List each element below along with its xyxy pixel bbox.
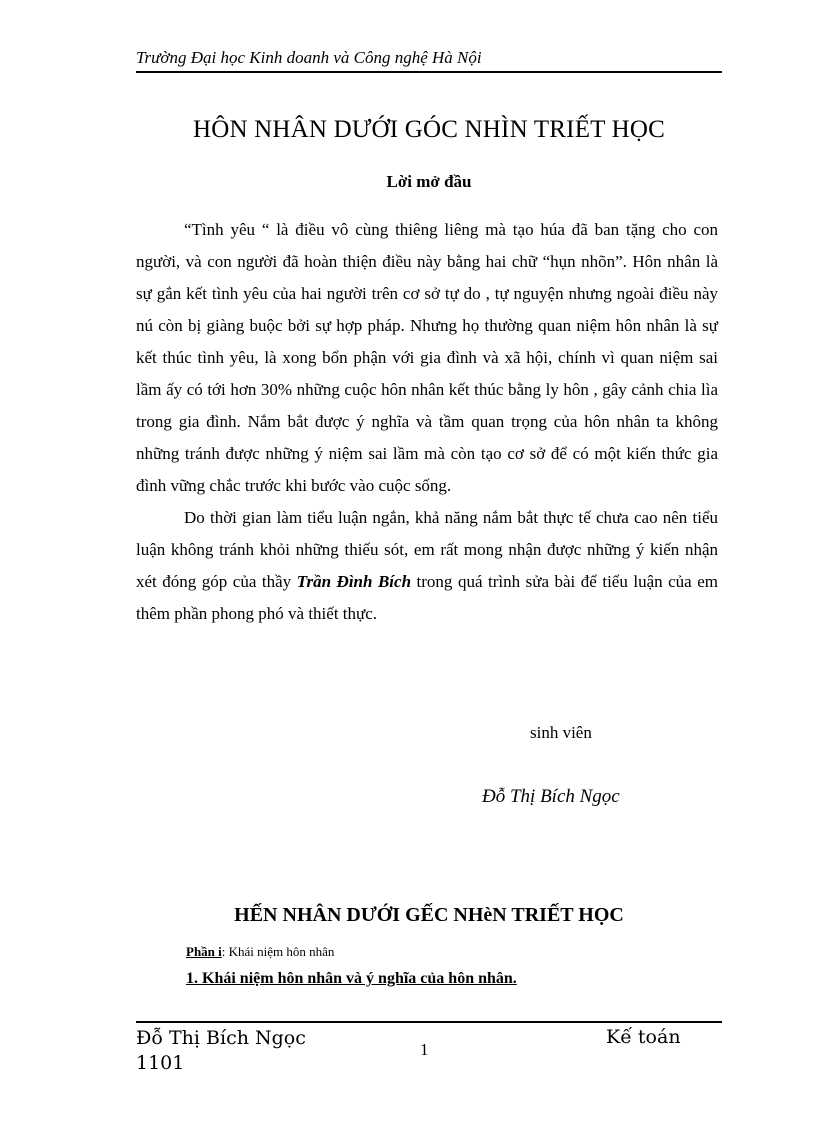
footer-author-block: [136, 1026, 306, 1076]
document-title: HÔN NHÂN DƯỚI GÓC NHÌN TRIẾT HỌC: [192, 116, 666, 143]
paragraph-thanks-start: Do thời gian làm tiểu luận ngắn, khả năng nắm bắt thực tế chưa cao nên tiểu luận không tránh khỏi những thiếu sót, em rất mong nhận được những ý kiến nhận xét đóng góp của thầy: [136, 508, 718, 591]
school-name: Trường Đại học Kinh doanh và Công nghệ Hà Nội: [136, 48, 482, 67]
footer-department: Kế toán: [606, 1026, 681, 1048]
part-text: : Khái niệm hôn nhân: [221, 944, 335, 959]
footer-code: 1101: [136, 1052, 185, 1074]
footer-divider: [136, 1021, 722, 1023]
part-heading: [186, 944, 334, 960]
page-number: 1: [420, 1040, 429, 1059]
teacher-name: Trần Đình Bích: [296, 572, 412, 591]
paragraph-thanks-end: trong quá trình sửa bài để tiểu luận của em thêm phần phong phó và thiết thực.: [136, 572, 718, 623]
signer-role: sinh viên: [530, 723, 592, 742]
section-title: HẾN NHÂN DƯỚI GẾC NHèN TRIẾT HỌC: [234, 904, 624, 926]
document-body: [136, 214, 718, 630]
paragraph-intro: “Tình yêu “ là điều vô cùng thiêng liêng mà tạo húa đã ban tặng cho con người, và con người đã hoàn thiện điều này bằng hai chữ “hụn nhõn”. Hôn nhân là sự gắn kết tình yêu của hai người trên cơ sở tự do , tự nguyện nhưng ngoài điều này nú còn bị giàng buộc bởi sự hợp pháp. Nhưng họ thường quan niệm hôn nhân là sự kết thúc tình yêu, là xong bổn phận với gia đình và xã hội, chính vì quan niệm sai lầm ấy có tới hơn 30% những cuộc hôn nhân kết thúc bằng ly hôn , gây cảnh chia lìa trong gia đình. Nắm bắt được ý nghĩa và tầm quan trọng của hôn nhân ta không những tránh được những ý niệm sai lầm mà còn tạo cơ sở để có một kiến thức gia đình vững chắc trước khi bước vào cuộc sống.: [136, 220, 718, 495]
part-label: Phần i: [186, 944, 222, 959]
signer-name: Đỗ Thị Bích Ngọc: [482, 786, 620, 807]
page-header: [136, 48, 722, 73]
document-subtitle: Lời mở đầu: [386, 172, 472, 191]
paragraph-thanks: [136, 502, 718, 630]
section-heading: 1. Khái niệm hôn nhân và ý nghĩa của hôn nhân.: [186, 970, 517, 987]
footer-author: Đỗ Thị Bích Ngọc: [136, 1027, 306, 1049]
